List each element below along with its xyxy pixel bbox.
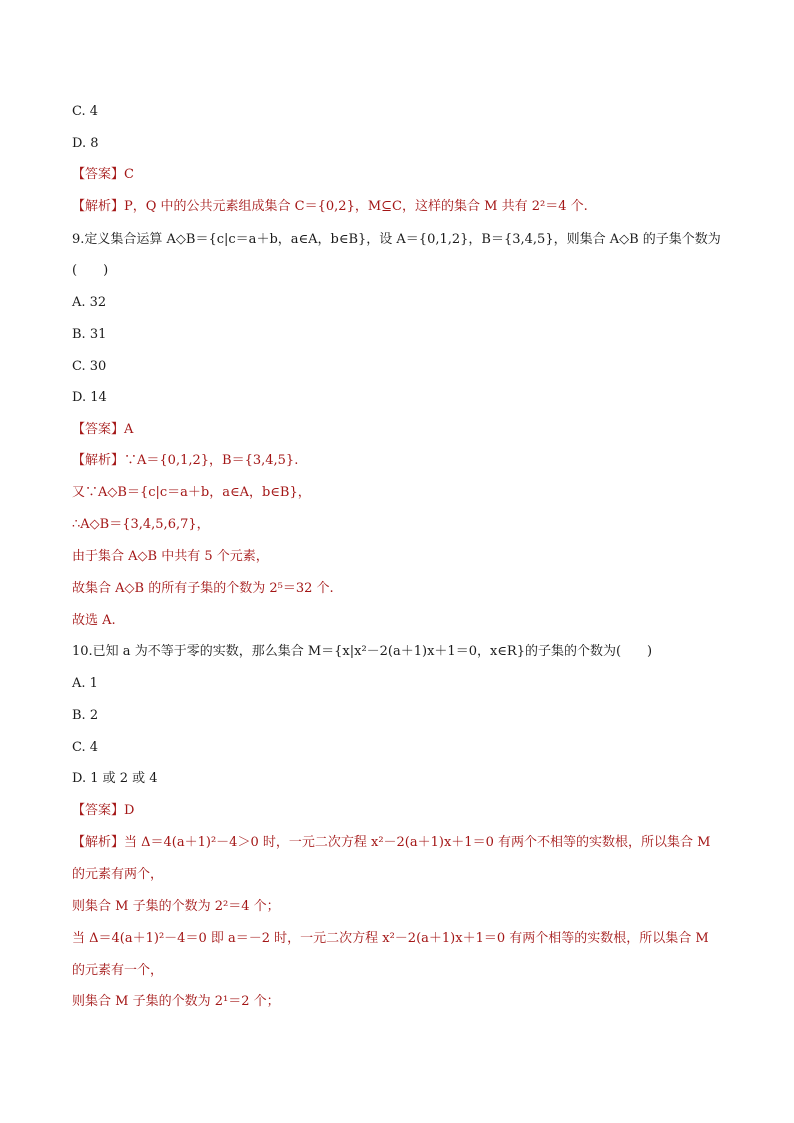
analysis-label: 【解析】 — [72, 835, 125, 850]
analysis-text-line: 又∵A◇B＝{c|c＝a＋b，a∈A，b∈B}， — [72, 485, 311, 500]
analysis-text-line: ∴A◇B＝{3,4,5,6,7}， — [72, 517, 210, 532]
question-text-line: 10.已知 a 为不等于零的实数，那么集合 M＝{x|x²－2(a＋1)x＋1＝0，x∈R}的子集的个数为( ) — [72, 644, 653, 659]
question-text-line: 9.定义集合运算 A◇B＝{c|c＝a＋b，a∈A，b∈B}，设 A＝{0,1,2}，B＝{3,4,5}，则集合 A◇B 的子集个数为 — [72, 232, 721, 247]
answer-line — [72, 802, 734, 820]
analysis-text-line: 由于集合 A◇B 中共有 5 个元素， — [72, 549, 269, 564]
answer-value: C — [124, 167, 134, 182]
analysis-label: 【解析】 — [72, 453, 125, 468]
answer-line — [72, 166, 734, 184]
question-text-line: D. 1 或 2 或 4 — [72, 771, 158, 786]
answer-value: D — [124, 803, 135, 818]
question-text-line: C. 4 — [72, 104, 99, 119]
question-text-line: D. 14 — [72, 390, 107, 405]
analysis-line — [72, 452, 734, 470]
answer-value: A — [124, 422, 134, 437]
analysis-label: 【解析】 — [72, 199, 125, 214]
analysis-text: 当 Δ＝4(a＋1)²－4＞0 时，一元二次方程 x²－2(a＋1)x＋1＝0 有两个不相等的实数根，所以集合 M — [124, 835, 711, 850]
question-text-line: A. 1 — [72, 676, 98, 691]
analysis-text: P，Q 中的公共元素组成集合 C＝{0,2}，M⊆C，这样的集合 M 共有 2²＝4 个. — [124, 199, 588, 214]
question-text-line: C. 30 — [72, 359, 107, 374]
analysis-text-line: 当 Δ＝4(a＋1)²－4＝0 即 a＝－2 时，一元二次方程 x²－2(a＋1)x＋1＝0 有两个相等的实数根，所以集合 M — [72, 931, 709, 946]
analysis-text-line: 则集合 M 子集的个数为 2²＝4 个； — [72, 899, 280, 914]
analysis-line — [72, 834, 734, 852]
answer-label: 【答案】 — [72, 422, 125, 437]
question-text-line: A. 32 — [72, 295, 107, 310]
question-text-line: D. 8 — [72, 136, 99, 151]
analysis-text-line: 的元素有一个， — [72, 963, 164, 978]
answer-line — [72, 421, 734, 439]
analysis-text-line: 则集合 M 子集的个数为 2¹＝2 个； — [72, 994, 280, 1009]
question-text-line: B. 31 — [72, 327, 107, 342]
question-text-line: ( ) — [72, 263, 109, 278]
analysis-text-line: 的元素有两个， — [72, 867, 164, 882]
analysis-line — [72, 198, 734, 216]
analysis-text-line: 故集合 A◇B 的所有子集的个数为 2⁵＝32 个. — [72, 581, 334, 596]
analysis-text: ∵A＝{0,1,2}，B＝{3,4,5}. — [124, 453, 299, 468]
answer-label: 【答案】 — [72, 167, 125, 182]
question-text-line: B. 2 — [72, 708, 99, 723]
question-text-line: C. 4 — [72, 740, 99, 755]
answer-label: 【答案】 — [72, 803, 125, 818]
analysis-text-line: 故选 A. — [72, 613, 116, 628]
